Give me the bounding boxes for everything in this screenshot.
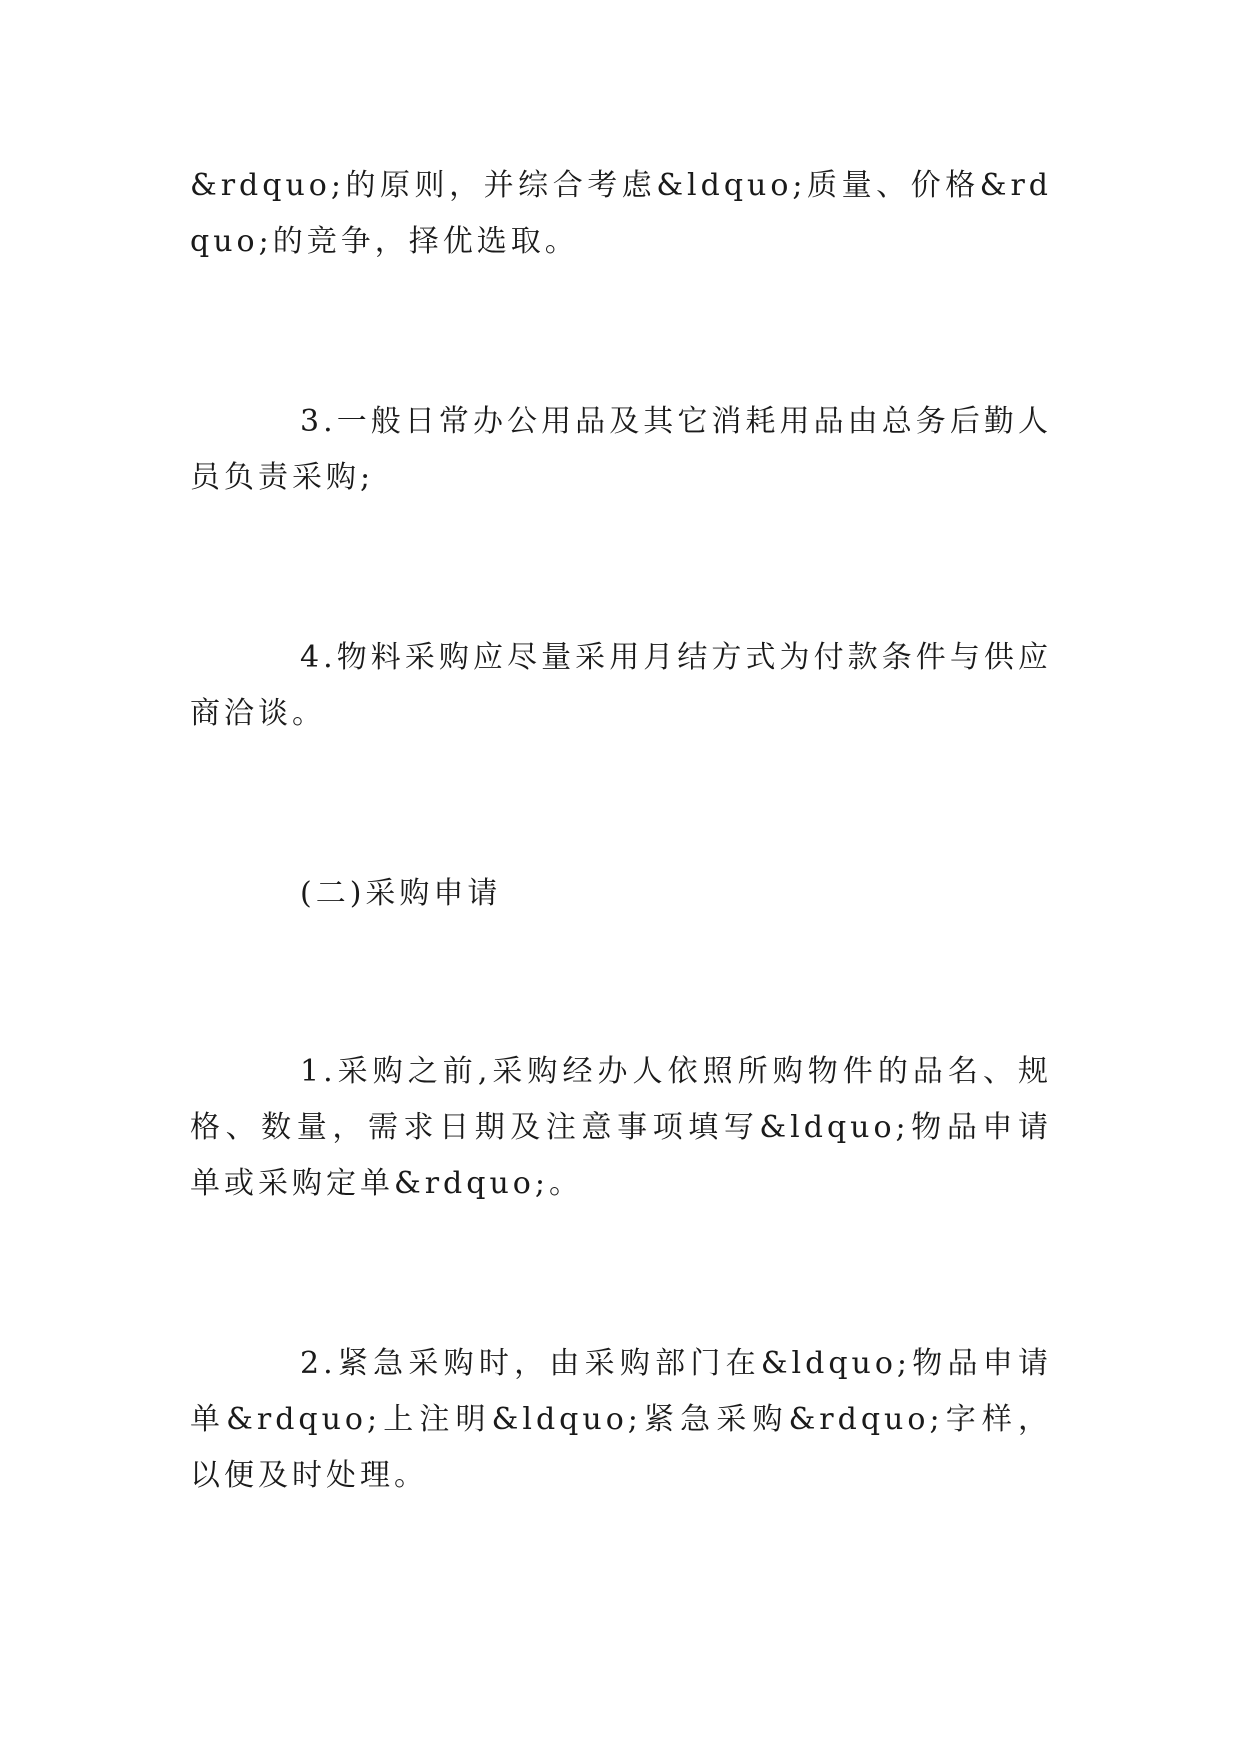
paragraph-request-item-1: 1.采购之前,采购经办人依照所购物件的品名、规格、数量，需求日期及注意事项填写&ldquo;物品申请单或采购定单&rdquo;。 [190,1054,1052,1201]
paragraph-item-4-monthly-settlement: 4.物料采购应尽量采用月结方式为付款条件与供应商洽谈。 [190,640,1052,731]
paragraph-request-item-2-urgent: 2.紧急采购时，由采购部门在&ldquo;物品申请单&rdquo;上注明&ldquo;紧急采购&rdquo;字样，以便及时处理。 [190,1346,1052,1493]
paragraph-item-3-office-supplies: 3.一般日常办公用品及其它消耗用品由总务后勤人员负责采购; [190,404,1052,495]
paragraph-principle-continuation: &rdquo;的原则，并综合考虑&ldquo;质量、价格&rdquo;的竞争，择优选取。 [190,168,1052,259]
section-heading-purchase-request: (二)采购申请 [300,876,502,911]
